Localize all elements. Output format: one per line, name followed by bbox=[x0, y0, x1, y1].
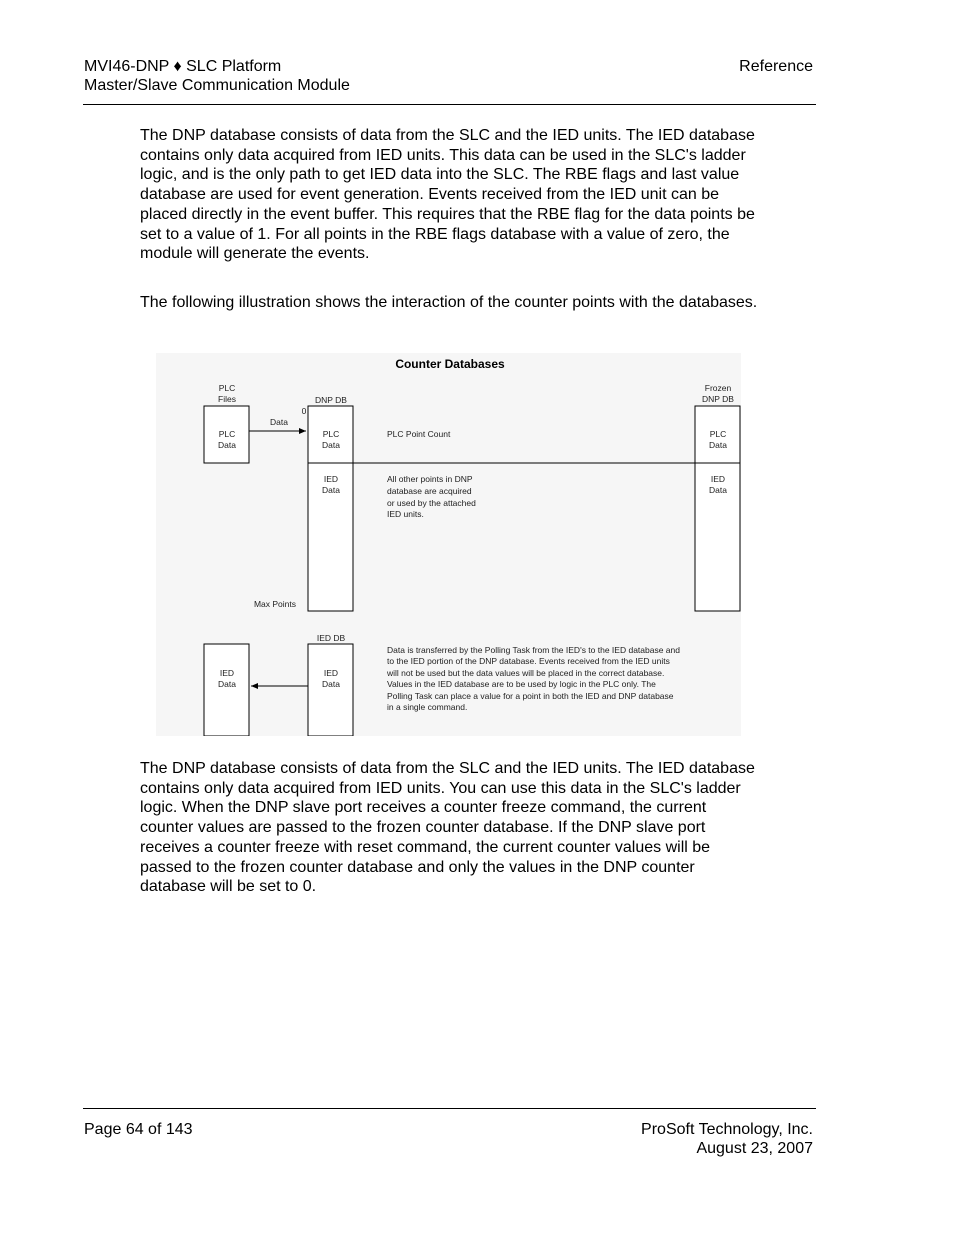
transfer-note-line-5: Polling Task can place a value for a point in both the IED and DNP database bbox=[387, 691, 674, 701]
body-paragraph-2: The following illustration shows the interaction of the counter points with the databases. bbox=[140, 294, 758, 311]
plc-point-count-label: PLC Point Count bbox=[387, 429, 451, 439]
data-arrow-label: Data bbox=[270, 417, 288, 427]
frozen-ied-data-label-1: IED bbox=[710, 474, 726, 484]
ied-data-box-label-1: IED bbox=[219, 668, 235, 678]
ied-db-box-label-1: IED bbox=[323, 668, 339, 678]
max-points-label: Max Points bbox=[253, 599, 296, 609]
footer-company: ProSoft Technology, Inc. bbox=[641, 1121, 813, 1138]
other-points-line-2: database are acquired bbox=[387, 486, 472, 496]
diagram-canvas bbox=[156, 353, 741, 736]
footer-rule bbox=[83, 1108, 816, 1109]
plc-files-box-label-2: Data bbox=[218, 440, 236, 450]
ied-db-label: IED DB bbox=[316, 633, 346, 643]
frozen-db-label-1: Frozen bbox=[704, 383, 732, 393]
frozen-plc-data-label-1: PLC bbox=[709, 429, 727, 439]
ied-data-box-label-2: Data bbox=[218, 679, 236, 689]
transfer-note-line-1: Data is transferred by the Polling Task from the IED's to the IED database and bbox=[387, 645, 680, 655]
other-points-line-4: IED units. bbox=[387, 509, 424, 519]
ied-db-box-label-2: Data bbox=[322, 679, 340, 689]
footer-page-number: Page 64 of 143 bbox=[84, 1121, 193, 1138]
transfer-note-line-4: Values in the IED database are to be used by logic in the PLC only. The bbox=[387, 679, 656, 689]
transfer-note-line-3: will not be used but the data values will be placed in the correct database. bbox=[387, 668, 665, 678]
other-points-line-1: All other points in DNP bbox=[387, 474, 473, 484]
diagram-title: Counter Databases bbox=[395, 357, 505, 371]
plc-files-label-2: Files bbox=[218, 394, 236, 404]
dnp-ied-data-label-1: IED bbox=[323, 474, 339, 484]
other-points-line-3: or used by the attached bbox=[387, 498, 476, 508]
footer-right bbox=[641, 1120, 813, 1158]
footer-date: August 23, 2007 bbox=[696, 1140, 813, 1157]
dnp-plc-data-label-2: Data bbox=[322, 440, 340, 450]
counter-databases-diagram bbox=[156, 353, 741, 736]
transfer-note-line-6: in a single command. bbox=[387, 702, 468, 712]
ied-db-box bbox=[308, 644, 353, 736]
header-rule bbox=[83, 104, 816, 105]
frozen-plc-data-label-2: Data bbox=[709, 440, 727, 450]
dnp-db-label: DNP DB bbox=[315, 395, 347, 405]
body-paragraph-1: The DNP database consists of data from the SLC and the IED units. The IED database contains only data acquired from IED units. This data can be used in the SLC's ladder logic, and is the only path to get IED data into the SLC. The RBE flags and last value database are used for event generation. Events received from the IED unit can be placed directly in the event buffer. This requires that the RBE flag for the data points be set to a value of 1. For all points in the RBE flags database with a value of zero, the module will generate the events. bbox=[140, 127, 755, 263]
dnp-plc-data-label-1: PLC bbox=[322, 429, 340, 439]
zero-label: 0 bbox=[301, 406, 307, 416]
plc-files-box-label-1: PLC bbox=[218, 429, 236, 439]
running-header-left bbox=[84, 57, 350, 95]
ied-data-box bbox=[204, 644, 249, 736]
frozen-db-label-2: DNP DB bbox=[702, 394, 734, 404]
plc-files-label-1: PLC bbox=[218, 383, 236, 393]
header-section: Reference bbox=[739, 58, 813, 75]
transfer-note-line-2: to the IED portion of the DNP database. Events received from the IED units bbox=[387, 656, 670, 666]
frozen-ied-data-label-2: Data bbox=[709, 485, 727, 495]
body-paragraph-3: The DNP database consists of data from the SLC and the IED units. The IED database contains only data acquired from IED units. You can use this data in the SLC's ladder logic. When the DNP slave port receives a counter freeze command, the current counter values are passed to the frozen counter database. If the DNP slave port receives a counter freeze with reset command, the current counter values will be passed to the frozen counter database and only the values in the DNP counter database will be set to 0. bbox=[140, 760, 755, 896]
dnp-ied-data-label-2: Data bbox=[322, 485, 340, 495]
header-module: Master/Slave Communication Module bbox=[84, 77, 350, 94]
header-product: MVI46-DNP ♦ SLC Platform bbox=[84, 58, 282, 75]
